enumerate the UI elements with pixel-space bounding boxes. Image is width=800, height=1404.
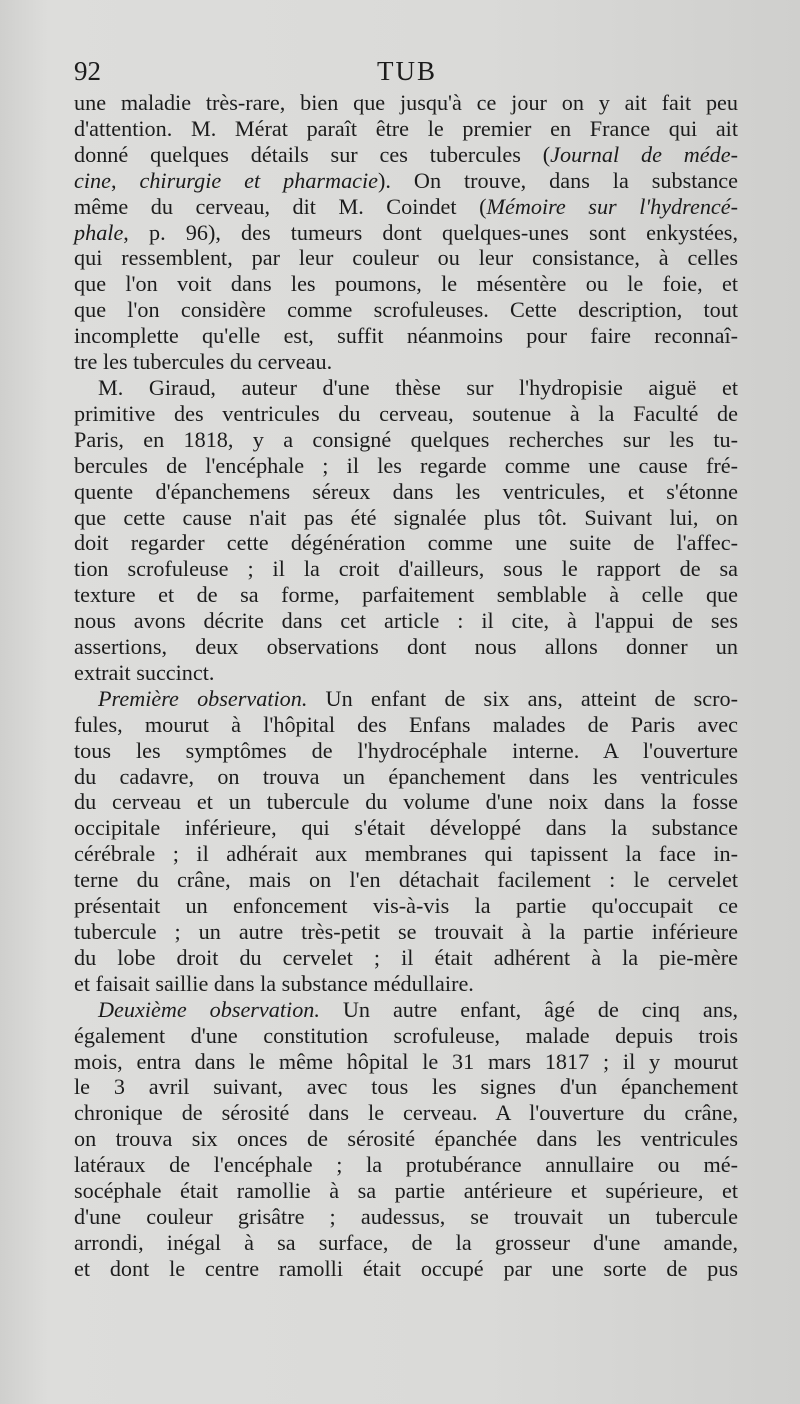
italic-text: phale <box>74 219 124 245</box>
text-line <box>74 530 738 556</box>
text-segment: également d'une constitution scrofuleuse, malade depuis trois <box>74 1022 738 1048</box>
text-segment: tubercule ; un autre très-petit se trouvait à la partie inférieure <box>74 919 738 944</box>
text-line <box>74 1023 738 1049</box>
text-line <box>74 349 738 375</box>
text-segment: incomplette qu'elle est, suffit néanmoins pour faire reconnaî- <box>74 323 738 349</box>
text-segment: que cette cause n'ait pas été signalée plus tôt. Suivant lui, on <box>74 504 738 530</box>
text-line <box>74 323 738 349</box>
text-segment: , p. 96), des tumeurs dont quelques-unes sont enkystées, <box>123 219 738 245</box>
text-line <box>74 245 738 271</box>
italic-text: cine <box>74 167 111 193</box>
text-segment: chronique de sérosité dans le cerveau. A l'ouverture du crâne, <box>74 1100 738 1126</box>
text-segment: ). On trouve, dans la substance <box>378 167 738 193</box>
text-line <box>74 90 738 116</box>
text-line <box>74 945 738 971</box>
text-line <box>74 271 738 297</box>
text-segment: présentait un enfoncement vis-à-vis la partie qu'occupait ce <box>74 893 738 919</box>
page-number: 92 <box>74 56 101 86</box>
italic-text: Deuxième observation. <box>98 996 320 1022</box>
text-segment: arrondi, inégal à sa surface, de la grosseur d'une amande, <box>74 1229 738 1255</box>
text-line <box>74 789 738 815</box>
text-line <box>74 634 738 660</box>
text-segment: cérébrale ; il adhérait aux membranes qui tapissent la face in- <box>74 841 738 867</box>
text-segment: terne du crâne, mais on l'en détachait facilement : le cervelet <box>74 867 738 893</box>
italic-text: Première observation. <box>98 685 308 711</box>
text-line <box>74 1100 738 1126</box>
text-segment: tre les tubercules du cerveau. <box>74 349 333 375</box>
text-segment: extrait succinct. <box>74 659 215 685</box>
text-segment: bercules de l'encéphale ; il les regarde comme une cause fré- <box>74 452 738 478</box>
text-segment: le 3 avril suivant, avec tous les signes d'un épanchement <box>74 1074 738 1100</box>
text-segment: et dont le centre ramolli était occupé par une sorte de pus <box>74 1255 738 1281</box>
italic-text: Journal de méde- <box>550 141 738 167</box>
text-segment: latéraux de l'encéphale ; la protubérance annullaire ou mé- <box>74 1152 738 1178</box>
text-line <box>74 738 738 764</box>
text-segment: d'une couleur grisâtre ; audessus, se trouvait un tubercule <box>74 1203 738 1229</box>
text-segment: que l'on considère comme scrofuleuses. Cette description, tout <box>74 297 738 323</box>
text-segment: que l'on voit dans les poumons, le mésentère ou le foie, et <box>74 271 738 297</box>
text-line <box>74 297 738 323</box>
text-segment: primitive des ventricules du cerveau, soutenue à la Faculté de <box>74 400 738 426</box>
text-line <box>74 142 738 168</box>
text-line <box>74 505 738 531</box>
text-line <box>74 220 738 246</box>
text-line <box>74 712 738 738</box>
text-line <box>74 116 738 142</box>
text-segment: nous avons décrite dans cet article : il cite, à l'appui de ses <box>74 608 738 634</box>
paragraph <box>74 997 738 1282</box>
text-line <box>74 401 738 427</box>
text-segment: socéphale était ramollie à sa partie antérieure et supérieure, et <box>74 1178 738 1204</box>
text-line <box>74 1178 738 1204</box>
text-segment: assertions, deux observations dont nous allons donner un <box>74 634 738 660</box>
text-line <box>74 479 738 505</box>
text-segment: M. Giraud, auteur d'une thèse sur l'hydropisie aiguë et <box>98 374 738 400</box>
text-line <box>74 1049 738 1075</box>
text-line <box>74 556 738 582</box>
text-segment: du cerveau et un tubercule du volume d'une noix dans la fosse <box>74 789 738 815</box>
text-line <box>74 815 738 841</box>
text-line <box>74 867 738 893</box>
text-line <box>74 893 738 919</box>
text-line <box>74 1230 738 1256</box>
italic-text: Mémoire sur l'hydrencé- <box>486 193 738 219</box>
text-line <box>74 194 738 220</box>
text-line <box>74 375 738 401</box>
text-segment: d'attention. M. Mérat paraît être le premier en France qui ait <box>74 115 738 141</box>
text-segment: tous les symptômes de l'hydrocéphale interne. A l'ouverture <box>74 737 738 763</box>
text-segment: du cadavre, on trouva un épanchement dans les ventricules <box>74 763 738 789</box>
text-segment: Un autre enfant, âgé de cinq ans, <box>319 996 738 1022</box>
text-segment: quente d'épanchemens séreux dans les ventricules, et s'étonne <box>74 478 738 504</box>
text-segment: Paris, en 1818, y a consigné quelques recherches sur les tu- <box>74 426 738 452</box>
text-segment: même du cerveau, dit M. Coindet ( <box>74 193 487 219</box>
paragraph <box>74 375 738 686</box>
text-line <box>74 582 738 608</box>
text-segment: occipitale inférieure, qui s'était développé dans la substance <box>74 815 738 841</box>
text-segment: Un enfant de six ans, atteint de scro- <box>307 685 738 711</box>
italic-text: chirurgie et pharmacie <box>139 167 379 193</box>
text-line <box>74 660 738 686</box>
text-line <box>74 764 738 790</box>
text-segment: qui ressemblent, par leur couleur ou leur consistance, à celles <box>74 245 738 271</box>
page-header <box>74 56 740 90</box>
text-segment: donné quelques détails sur ces tubercules ( <box>74 141 551 167</box>
text-segment: doit regarder cette dégénération comme une suite de l'affec- <box>74 530 738 556</box>
paragraph <box>74 686 738 997</box>
text-line <box>74 608 738 634</box>
text-line <box>74 1256 738 1282</box>
text-line <box>74 919 738 945</box>
text-segment: on trouva six onces de sérosité épanchée dans les ventricules <box>74 1126 738 1152</box>
text-line <box>74 427 738 453</box>
running-head: TUB <box>377 56 437 86</box>
text-segment: du lobe droit du cervelet ; il était adhérent à la pie-mère <box>74 944 738 970</box>
text-line <box>74 971 738 997</box>
paragraph <box>74 90 738 375</box>
text-segment: mois, entra dans le même hôpital le 31 mars 1817 ; il y mourut <box>74 1048 738 1074</box>
text-line <box>74 686 738 712</box>
text-line <box>74 1074 738 1100</box>
text-segment: , <box>110 167 140 193</box>
text-line <box>74 1204 738 1230</box>
text-line <box>74 1126 738 1152</box>
text-segment: fules, mourut à l'hôpital des Enfans malades de Paris avec <box>74 711 738 737</box>
text-segment: et faisait saillie dans la substance médullaire. <box>74 970 474 996</box>
text-line <box>74 997 738 1023</box>
text-line <box>74 168 738 194</box>
body-text <box>74 90 738 1282</box>
text-line <box>74 1152 738 1178</box>
text-line <box>74 453 738 479</box>
text-segment: tion scrofuleuse ; il la croit d'ailleurs, sous le rapport de sa <box>74 556 738 582</box>
text-segment: texture et de sa forme, parfaitement semblable à celle que <box>74 582 738 608</box>
text-line <box>74 841 738 867</box>
text-segment: une maladie très-rare, bien que jusqu'à ce jour on y ait fait peu <box>74 90 738 115</box>
